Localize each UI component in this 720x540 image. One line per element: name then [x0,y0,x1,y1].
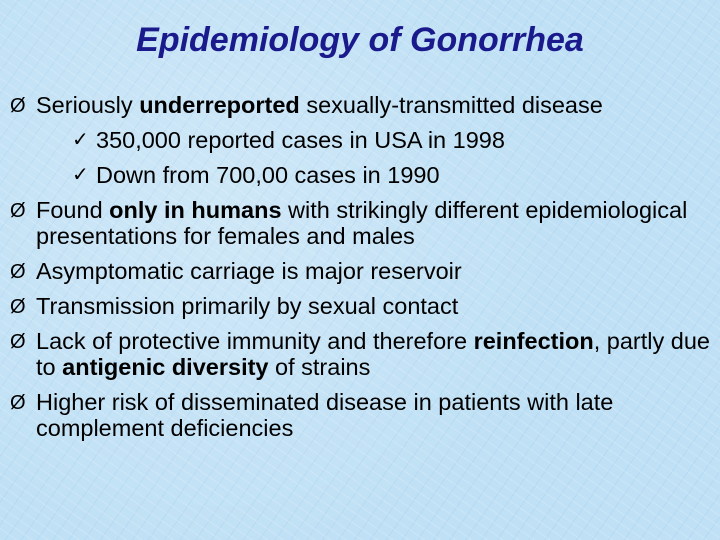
bullet-emphasis: reinfection [473,328,594,354]
sub-bullet-item [8,162,714,188]
sub-bullet-text: Down from 700,00 cases in 1990 [96,162,440,188]
bullet-text: with strikingly different epidemiological presentations for females and males [36,197,688,249]
bullet-text: sexually-transmitted disease [299,92,603,118]
bullet-item [8,389,714,441]
bullet-text: Asymptomatic carriage is major reservoir [36,258,462,284]
checkmark-icon: ✓ [72,129,89,151]
bullet-item [8,92,714,118]
arrow-bullet-icon: Ø [10,261,26,283]
bullet-emphasis: underreported [139,92,300,118]
bullet-emphasis: antigenic diversity [62,354,269,380]
bullet-text: Found [36,197,110,223]
bullet-emphasis: only in humans [109,197,282,223]
arrow-bullet-icon: Ø [10,296,26,318]
bullet-text: Lack of protective immunity and therefore [36,328,474,354]
bullet-text: Seriously [36,92,140,118]
arrow-bullet-icon: Ø [10,331,26,353]
checkmark-icon: ✓ [72,164,89,186]
bullet-text: of strains [268,354,371,380]
arrow-bullet-icon: Ø [10,392,26,414]
arrow-bullet-icon: Ø [10,200,26,222]
bullet-text: , partly due to [36,328,710,380]
bullet-list [8,92,714,450]
bullet-text: Higher risk of disseminated disease in patients with late complement deficiencies [36,389,614,441]
bullet-text: Transmission primarily by sexual contact [36,293,459,319]
bullet-item [8,293,714,319]
bullet-item [8,328,714,380]
bullet-item [8,258,714,284]
arrow-bullet-icon: Ø [10,95,26,117]
sub-bullet-text: 350,000 reported cases in USA in 1998 [96,127,505,153]
slide-title: Epidemiology of Gonorrhea [136,21,584,59]
sub-bullet-item [8,127,714,153]
bullet-item [8,197,714,249]
